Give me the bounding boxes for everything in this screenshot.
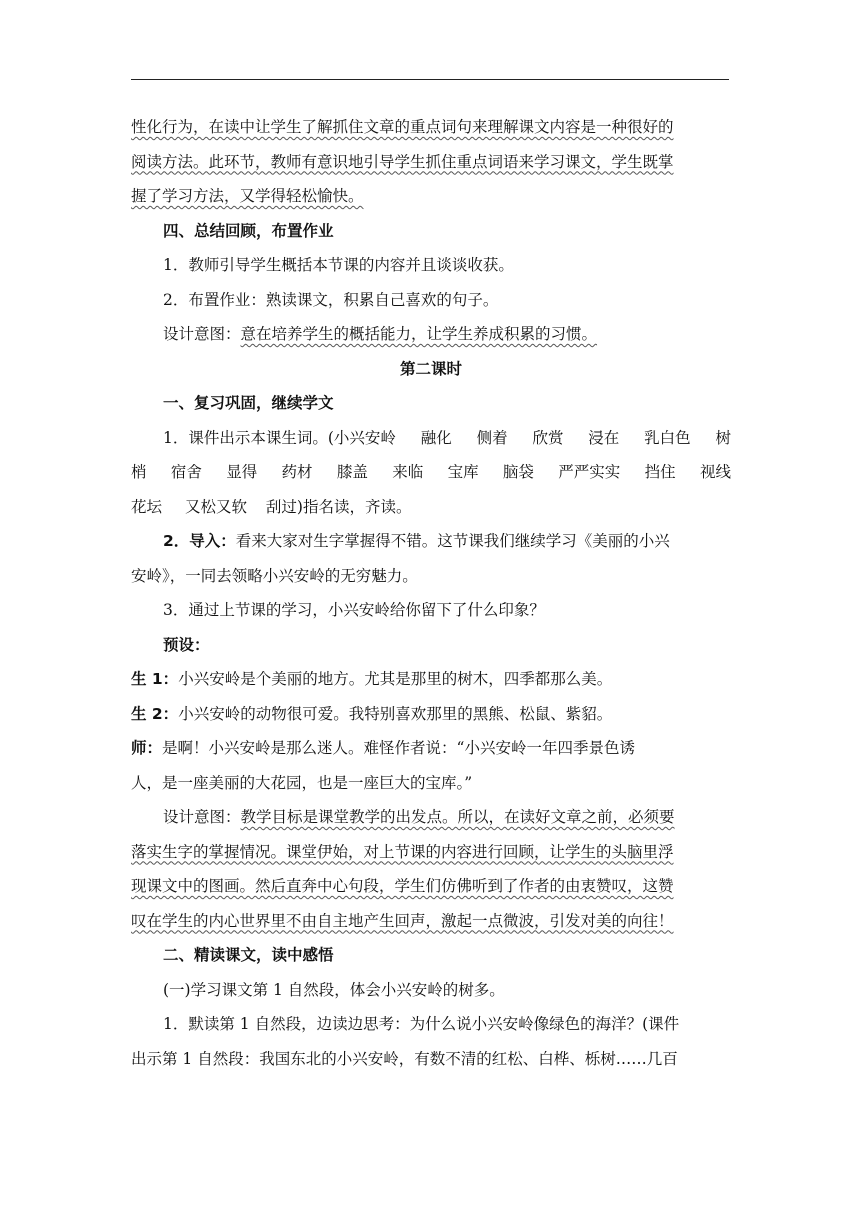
- section-heading-1: 一、复习巩固，继续学文: [163, 394, 334, 412]
- question-3: 3．通过上节课的学习，小兴安岭给你留下了什么印象？: [163, 601, 545, 619]
- question-1-cont: 出示第 1 自然段：我国东北的小兴安岭，有数不清的红松、白桦、栎树……几百: [131, 1049, 678, 1068]
- teacher-label: 师：: [131, 739, 163, 757]
- vocab-word: 脑袋: [502, 463, 534, 481]
- teacher-remark-cont: 人，是一座美丽的大花园，也是一座巨大的宝库。”: [131, 773, 473, 792]
- student-text: 小兴安岭的动物很可爱。我特别喜欢那里的黑熊、松鼠、紫貂。: [178, 704, 613, 723]
- design-intent: [131, 317, 731, 352]
- student-text: 小兴安岭是个美丽的地方。尤其是那里的树木，四季都那么美。: [178, 670, 613, 688]
- student-label: 生 1：: [131, 670, 179, 688]
- vocab-word: 严严实实: [558, 463, 621, 481]
- vocab-word: 梢: [131, 463, 147, 481]
- vocab-word: 来临: [392, 463, 424, 481]
- vocab-word: 膝盖: [336, 463, 368, 481]
- vocab-word: 浸在: [588, 428, 620, 447]
- design-intent-line: 现课文中的图画。然后直奔中心句段，学生们仿佛听到了作者的由衷赞叹，这赞: [131, 877, 674, 895]
- vocab-line-3: [131, 490, 731, 525]
- vocab-word: 显得: [226, 463, 258, 481]
- vocab-word: 又松又软: [184, 497, 247, 516]
- lesson-title: 第二课时: [399, 359, 462, 378]
- design-intent-text: 意在培养学生的概括能力，让学生养成积累的习惯。: [240, 325, 598, 343]
- section-heading-4: 四、总结回顾，布置作业: [163, 221, 334, 240]
- vocab-word: 视线: [699, 463, 731, 481]
- vocab-word: 融化: [420, 428, 452, 447]
- vocab-word: 欣赏: [532, 428, 564, 447]
- vocab-word: 树: [715, 428, 731, 447]
- section-heading-2: 二、精读课文，读中感悟: [163, 946, 334, 964]
- paragraph-line: 握了学习方法，又学得轻松愉快。: [131, 187, 364, 205]
- design-intent: [131, 800, 731, 835]
- intro-text: 看来大家对生字掌握得不错。这节课我们继续学习《美丽的小兴: [235, 532, 670, 550]
- design-intent-label: 设计意图：: [163, 808, 241, 826]
- preset-label: 预设：: [163, 635, 210, 654]
- paragraph-line: 阅读方法。此环节，教师有意识地引导学生抓住重点词语来学习课文，学生既掌: [131, 152, 674, 171]
- teacher-remark: [131, 731, 731, 766]
- document-body: [131, 110, 731, 1076]
- vocab-line-1: [131, 421, 731, 456]
- vocab-word: 1．课件出示本课生词。(小兴安岭: [163, 428, 396, 447]
- student-answer-1: [131, 662, 731, 697]
- vocab-word: 刮过)指名读，齐读。: [265, 497, 412, 516]
- design-intent-line: 叹在学生的内心世界里不由自主地产生回声，激起一点微波，引发对美的向往！: [131, 911, 674, 930]
- paragraph-line: 性化行为，在读中让学生了解抓住文章的重点词句来理解课文内容是一种很好的: [131, 118, 674, 136]
- header-rule: [131, 79, 729, 80]
- intro-label: 2．导入：: [163, 532, 236, 550]
- vocab-word: 挡住: [644, 463, 676, 481]
- vocab-word: 乳白色: [644, 428, 691, 447]
- intro-paragraph-cont: 安岭》，一同去领略小兴安岭的无穷魅力。: [131, 566, 418, 585]
- teacher-text: 是啊！小兴安岭是那么迷人。难怪作者说：“小兴安岭一年四季景色诱: [162, 739, 635, 757]
- design-intent-label: 设计意图：: [163, 325, 241, 343]
- vocab-word: 宿舍: [170, 463, 202, 481]
- list-item: 2．布置作业：熟读课文，积累自己喜欢的句子。: [163, 290, 499, 309]
- student-label: 生 2：: [131, 704, 179, 723]
- subsection-1: (一)学习课文第 1 自然段，体会小兴安岭的树多。: [163, 980, 505, 999]
- vocab-line-2: [131, 455, 731, 490]
- list-item: 1．教师引导学生概括本节课的内容并且谈谈收获。: [163, 256, 514, 274]
- vocab-word: 侧着: [476, 428, 508, 447]
- vocab-word: 宝库: [447, 463, 479, 481]
- vocab-word: 花坛: [131, 497, 163, 516]
- design-intent-line: 落实生字的掌握情况。课堂伊始，对上节课的内容进行回顾，让学生的头脑里浮: [131, 842, 674, 861]
- question-1: 1．默读第 1 自然段，边读边思考：为什么说小兴安岭像绿色的海洋？(课件: [163, 1015, 680, 1033]
- intro-paragraph: [131, 524, 731, 559]
- student-answer-2: [131, 697, 731, 732]
- design-intent-text: 教学目标是课堂教学的出发点。所以，在读好文章之前，必须要: [240, 808, 675, 826]
- vocab-word: 药材: [281, 463, 313, 481]
